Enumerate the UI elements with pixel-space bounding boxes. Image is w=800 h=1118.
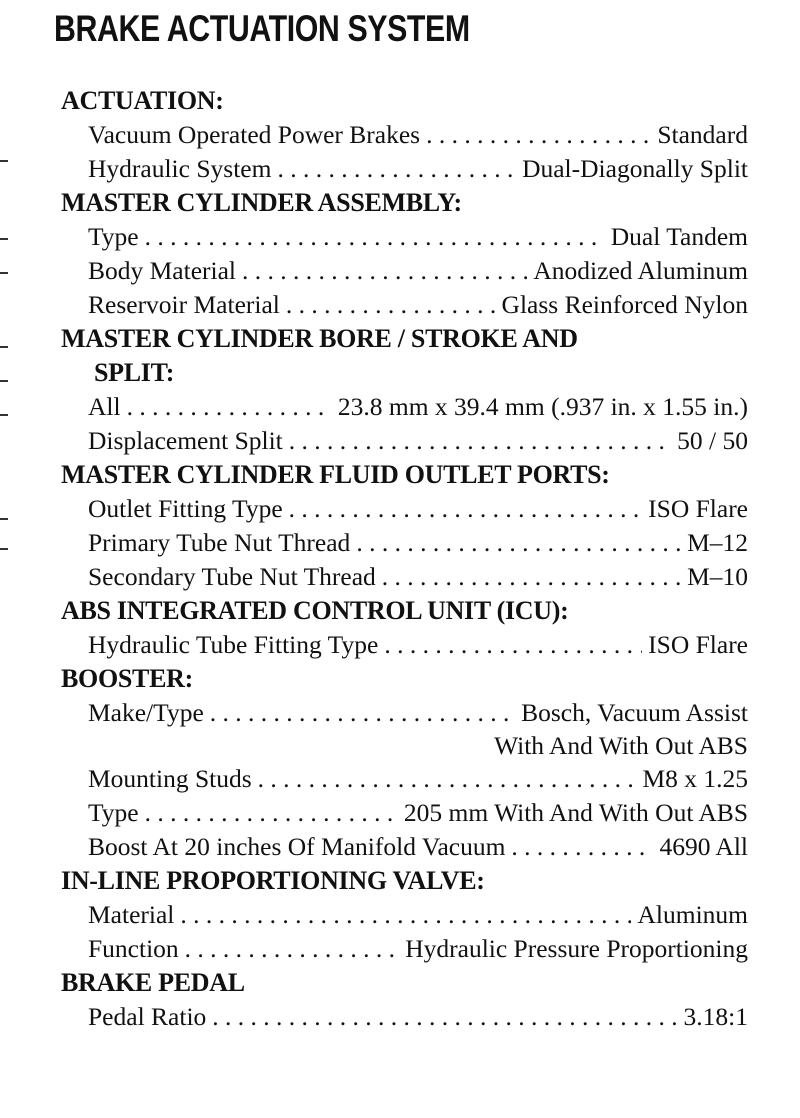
spec-section (58, 84, 748, 186)
spec-row (88, 492, 748, 526)
spec-label: Hydraulic System (88, 154, 272, 183)
spec-label: Function (88, 934, 179, 963)
dot-leader (180, 898, 631, 932)
section-heading: MASTER CYLINDER FLUID OUTLET PORTS: (61, 460, 610, 489)
dot-leader (258, 762, 637, 796)
section-heading-continued: SPLIT: (94, 358, 175, 387)
spec-label: Displacement Split (88, 426, 283, 455)
spec-label: All (88, 392, 121, 421)
spec-label: Body Material (88, 256, 237, 285)
spec-label: Type (88, 798, 139, 827)
spec-label: Mounting Studs (88, 764, 252, 793)
spec-row (88, 696, 748, 730)
spec-row (88, 118, 748, 152)
spec-section (58, 322, 748, 458)
spec-value: Bosch, Vacuum Assist (521, 698, 748, 727)
spec-row (88, 830, 748, 864)
dot-leader (286, 288, 496, 322)
dot-leader (289, 492, 642, 526)
spec-value-continued: With And With Out ABS (494, 731, 748, 760)
spec-label: Material (88, 900, 175, 929)
spec-value: 50 / 50 (677, 426, 748, 455)
dot-leader (289, 424, 671, 458)
spec-value: Dual Tandem (610, 222, 748, 251)
spec-section (58, 966, 748, 1034)
dot-leader (277, 152, 516, 186)
section-heading: BRAKE PEDAL (61, 968, 245, 997)
dot-leader (384, 628, 642, 662)
dot-leader (242, 254, 527, 288)
dot-leader (145, 220, 605, 254)
spec-section (58, 864, 748, 966)
section-heading: MASTER CYLINDER BORE / STROKE AND (61, 324, 578, 353)
spec-label: Reservoir Material (88, 290, 280, 319)
spec-value: 3.18:1 (683, 1002, 748, 1031)
spec-value: Aluminum (637, 900, 748, 929)
spec-row (88, 526, 748, 560)
spec-row (88, 254, 748, 288)
spec-value: 205 mm With And With Out ABS (403, 798, 748, 827)
spec-value: ISO Flare (648, 494, 748, 523)
spec-row (88, 560, 748, 594)
spec-row (88, 628, 748, 662)
dot-leader (212, 1000, 677, 1034)
spec-list (58, 84, 748, 1034)
spec-section (58, 662, 748, 864)
spec-label: Make/Type (88, 698, 204, 727)
spec-row (88, 762, 748, 796)
section-heading: ACTUATION: (61, 86, 224, 115)
spec-value: Anodized Aluminum (533, 256, 748, 285)
dot-leader (511, 830, 653, 864)
spec-label: Vacuum Operated Power Brakes (88, 120, 421, 149)
spec-value: 4690 All (659, 832, 748, 861)
spec-row (88, 1000, 748, 1034)
spec-label: Hydraulic Tube Fitting Type (88, 630, 379, 659)
spec-row (88, 932, 748, 966)
page-title: BRAKE ACTUATION SYSTEM (54, 8, 470, 49)
dot-leader (185, 932, 400, 966)
dot-leader (210, 696, 515, 730)
spec-row (88, 152, 748, 186)
spec-label: Pedal Ratio (88, 1002, 207, 1031)
spec-label: Primary Tube Nut Thread (88, 528, 351, 557)
spec-label: Outlet Fitting Type (88, 494, 283, 523)
spec-row (88, 390, 748, 424)
dot-leader (382, 560, 681, 594)
section-heading: MASTER CYLINDER ASSEMBLY: (61, 188, 462, 217)
spec-row (88, 220, 748, 254)
dot-leader (127, 390, 332, 424)
spec-value: Hydraulic Pressure Proportioning (405, 934, 748, 963)
section-heading: IN-LINE PROPORTIONING VALVE: (61, 866, 485, 895)
spec-row (88, 898, 748, 932)
dot-leader (356, 526, 681, 560)
spec-row (88, 424, 748, 458)
spec-section (58, 594, 748, 662)
spec-label: Boost At 20 inches Of Manifold Vacuum (88, 832, 506, 861)
section-heading: ABS INTEGRATED CONTROL UNIT (ICU): (61, 596, 569, 625)
spec-value: M–10 (687, 562, 748, 591)
dot-leader (426, 118, 651, 152)
spec-value: Standard (657, 120, 748, 149)
spec-value: M8 x 1.25 (642, 764, 748, 793)
spec-label: Secondary Tube Nut Thread (88, 562, 376, 591)
spec-section (58, 458, 748, 594)
section-heading: BOOSTER: (61, 664, 193, 693)
spec-value: Glass Reinforced Nylon (501, 290, 748, 319)
spec-section (58, 186, 748, 322)
spec-row (88, 796, 748, 830)
dot-leader (145, 796, 398, 830)
spec-value: 23.8 mm x 39.4 mm (.937 in. x 1.55 in.) (337, 392, 748, 421)
spec-value: Dual-Diagonally Split (522, 154, 748, 183)
spec-value: ISO Flare (648, 630, 748, 659)
spec-row (88, 288, 748, 322)
spec-label: Type (88, 222, 139, 251)
spec-value: M–12 (687, 528, 748, 557)
